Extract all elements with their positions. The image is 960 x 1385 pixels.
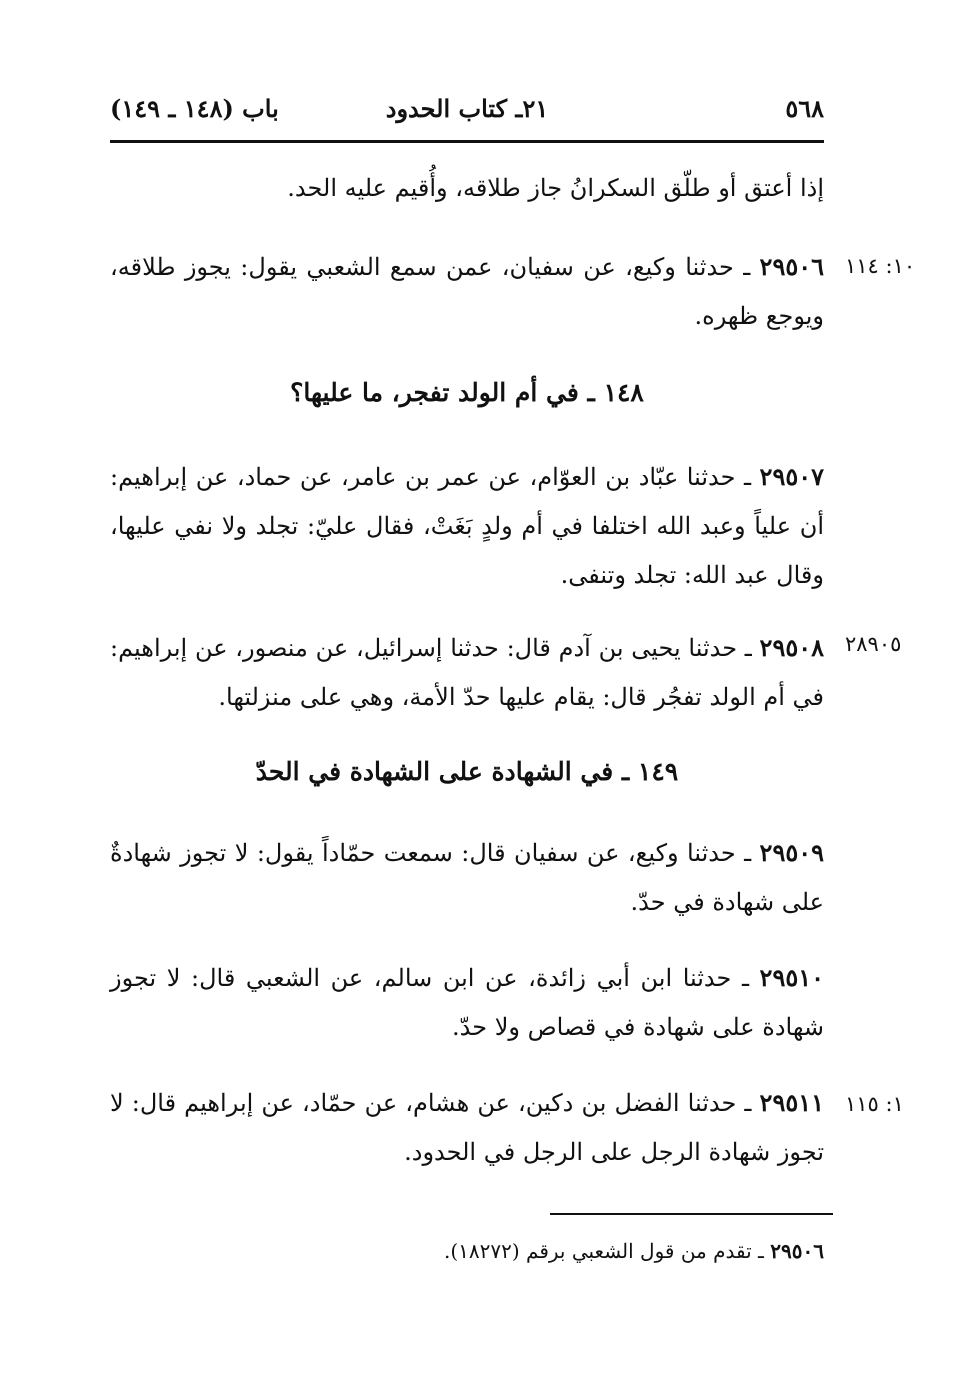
section-heading: ١٤٨ ـ في أم الولد تفجر، ما عليها؟ <box>290 378 644 407</box>
margin-reference: ١: ١١٥ <box>845 1092 904 1116</box>
paragraph-text: إذا أعتق أو طلّق السكرانُ جاز طلاقه، وأُقيم عليه الحد. <box>287 174 824 202</box>
page-header <box>110 88 824 128</box>
footnote <box>330 1239 824 1263</box>
hadith-text: ـ حدثنا يحيى بن آدم قال: حدثنا إسرائيل، عن منصور، عن إبراهيم: في أم الولد تفجُر قال: يقام عليها حدّ الأمة، وهي على منزلتها. <box>110 634 824 711</box>
margin-reference: ٢٨٩٠٥ <box>845 632 902 656</box>
hadith-number: ٢٩٥١٠ <box>759 963 824 992</box>
hadith-paragraph <box>110 242 824 341</box>
hadith-number: ٢٩٥٠٧ <box>759 462 824 491</box>
hadith-paragraph <box>110 623 824 722</box>
hadith-number: ٢٩٥١١ <box>759 1088 824 1117</box>
hadith-number: ٢٩٥٠٨ <box>759 633 824 662</box>
hadith-paragraph <box>110 828 824 927</box>
hadith-text: ـ حدثنا عبّاد بن العوّام، عن عمر بن عامر، عن حماد، عن إبراهيم: أن علياً وعبد الله اختلفا في أم ولدٍ بَغَتْ، فقال عليّ: تجلد ولا نفي عليها، وقال عبد الله: تجلد وتنفى. <box>110 463 825 589</box>
header-rule <box>110 140 824 143</box>
hadith-text: ـ حدثنا وكيع، عن سفيان، عمن سمع الشعبي يقول: يجوز طلاقه، ويوجع ظهره. <box>110 253 824 330</box>
hadith-paragraph <box>110 1078 824 1177</box>
hadith-number: ٢٩٥٠٩ <box>759 838 824 867</box>
chapter-range: باب (١٤٨ ـ ١٤٩) <box>110 94 279 123</box>
footnote-number: ٢٩٥٠٦ <box>770 1239 824 1263</box>
section-heading: ١٤٩ ـ في الشهادة على الشهادة في الحدّ <box>255 757 679 786</box>
footnote-separator <box>550 1213 833 1215</box>
footnote-text: ـ تقدم من قول الشعبي برقم (١٨٢٧٢). <box>443 1239 771 1263</box>
hadith-number: ٢٩٥٠٦ <box>759 252 824 281</box>
paragraph-continuation <box>110 164 824 213</box>
hadith-text: ـ حدثنا وكيع، عن سفيان قال: سمعت حمّاداً يقول: لا تجوز شهادةٌ على شهادة في حدّ. <box>110 839 824 916</box>
hadith-paragraph <box>110 953 824 1052</box>
page-number: ٥٦٨ <box>785 94 824 123</box>
hadith-text: ـ حدثنا الفضل بن دكين، عن هشام، عن حمّاد، عن إبراهيم قال: لا تجوز شهادة الرجل على الرجل في الحدود. <box>110 1089 824 1166</box>
margin-reference: ١٠: ١١٤ <box>845 254 916 278</box>
hadith-paragraph <box>110 452 824 600</box>
hadith-text: ـ حدثنا ابن أبي زائدة، عن ابن سالم، عن الشعبي قال: لا تجوز شهادة على شهادة في قصاص ولا حدّ. <box>110 964 824 1041</box>
book-title: ٢١ـ كتاب الحدود <box>385 94 549 123</box>
